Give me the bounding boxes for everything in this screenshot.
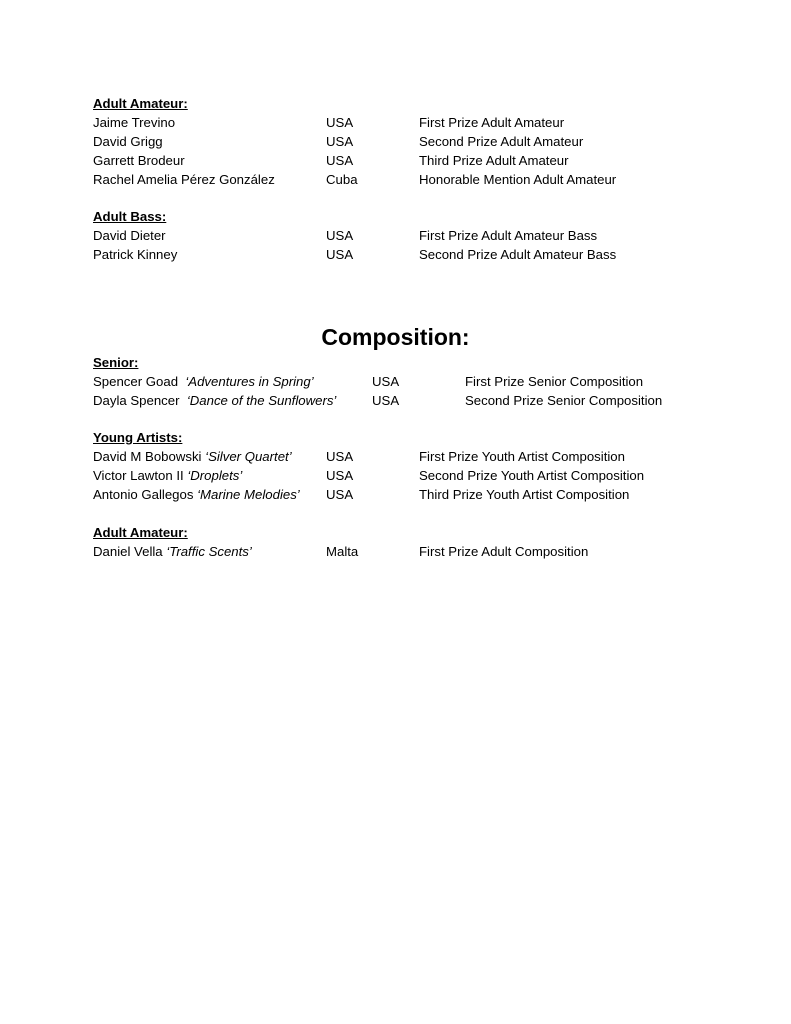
winner-prize: First Prize Adult Composition xyxy=(419,544,589,559)
adult-amateur-heading: Adult Amateur: xyxy=(93,96,188,111)
winner-name-and-work xyxy=(93,447,292,466)
winner-prize: Second Prize Adult Amateur xyxy=(419,134,584,149)
winner-name: Antonio Gallegos xyxy=(93,487,194,502)
winner-country: USA xyxy=(326,115,354,130)
list-item xyxy=(0,113,791,132)
winner-country: USA xyxy=(326,153,354,168)
senior-heading: Senior: xyxy=(93,355,139,370)
winner-name-and-work xyxy=(93,372,314,391)
winner-name: Rachel Amelia Pérez González xyxy=(93,172,275,187)
composition-title: Composition: xyxy=(321,324,470,350)
list-item xyxy=(0,391,791,410)
winner-name: Garrett Brodeur xyxy=(93,153,185,168)
winner-name: Victor Lawton II xyxy=(93,468,184,483)
winner-prize: Second Prize Senior Composition xyxy=(465,393,663,408)
work-title: ‘Adventures in Spring’ xyxy=(185,374,314,389)
winner-name: David Grigg xyxy=(93,134,163,149)
work-title: ‘Silver Quartet’ xyxy=(205,449,292,464)
work-title: ‘Traffic Scents’ xyxy=(166,544,252,559)
winner-prize: First Prize Senior Composition xyxy=(465,374,644,389)
winner-prize: Third Prize Youth Artist Composition xyxy=(419,487,630,502)
list-item xyxy=(0,466,791,485)
composition-adult-amateur-heading: Adult Amateur: xyxy=(93,525,188,540)
winner-country: USA xyxy=(372,374,400,389)
winner-name: Patrick Kinney xyxy=(93,247,178,262)
winner-country: USA xyxy=(372,393,400,408)
list-item xyxy=(0,151,791,170)
list-item xyxy=(0,226,791,245)
winner-prize: First Prize Adult Amateur xyxy=(419,115,565,130)
list-item xyxy=(0,485,791,504)
list-item xyxy=(0,447,791,466)
list-item xyxy=(0,372,791,391)
winner-prize: Second Prize Youth Artist Composition xyxy=(419,468,645,483)
list-item xyxy=(0,542,791,561)
winner-name: Spencer Goad xyxy=(93,374,179,389)
winner-name: Dayla Spencer xyxy=(93,393,180,408)
winner-name-and-work xyxy=(93,391,336,410)
list-item xyxy=(0,170,791,189)
winner-prize: First Prize Youth Artist Composition xyxy=(419,449,625,464)
winner-prize: Honorable Mention Adult Amateur xyxy=(419,172,617,187)
winner-prize: Second Prize Adult Amateur Bass xyxy=(419,247,617,262)
list-item xyxy=(0,245,791,264)
winner-country: USA xyxy=(326,468,354,483)
winner-country: USA xyxy=(326,228,354,243)
list-item xyxy=(0,132,791,151)
winner-country: USA xyxy=(326,487,354,502)
work-title: ‘Droplets’ xyxy=(187,468,243,483)
winner-name-and-work xyxy=(93,466,242,485)
work-title: ‘Marine Melodies’ xyxy=(197,487,300,502)
young-artists-heading: Young Artists: xyxy=(93,430,183,445)
winner-name-and-work xyxy=(93,542,252,561)
winner-name: Jaime Trevino xyxy=(93,115,176,130)
winner-country: USA xyxy=(326,449,354,464)
adult-bass-heading: Adult Bass: xyxy=(93,209,167,224)
winner-country: Cuba xyxy=(326,172,358,187)
winner-name: Daniel Vella xyxy=(93,544,163,559)
winner-name-and-work xyxy=(93,485,300,504)
winner-country: Malta xyxy=(326,544,359,559)
winner-name: David M Bobowski xyxy=(93,449,202,464)
winner-country: USA xyxy=(326,134,354,149)
winner-prize: First Prize Adult Amateur Bass xyxy=(419,228,598,243)
winner-prize: Third Prize Adult Amateur xyxy=(419,153,569,168)
work-title: ‘Dance of the Sunflowers’ xyxy=(186,393,337,408)
winner-name: David Dieter xyxy=(93,228,166,243)
winner-country: USA xyxy=(326,247,354,262)
